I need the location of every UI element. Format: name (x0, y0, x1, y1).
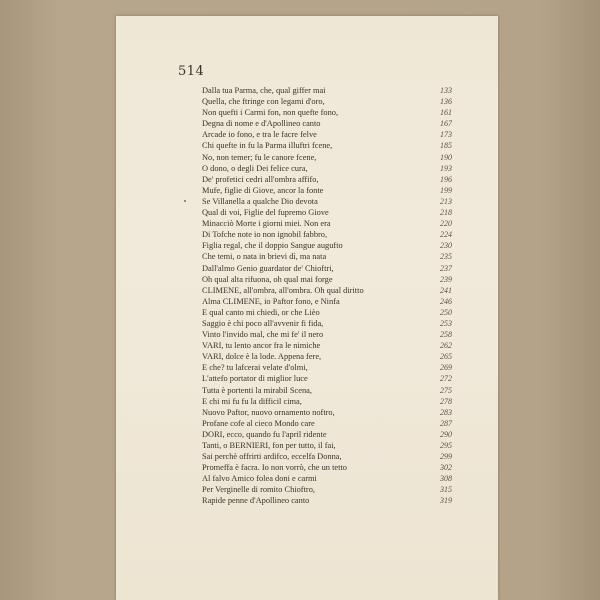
index-entry (202, 429, 452, 440)
entry-text: Tanti, o BERNIERI, fon per tutto, il fai, (202, 441, 336, 450)
entry-page-number: 193 (440, 163, 452, 173)
entry-text: Nuovo Paftor, nuovo ornamento noftro, (202, 407, 335, 417)
index-entry (202, 362, 452, 373)
entry-text: Profane cofe al cieco Mondo care (202, 418, 315, 428)
margin-mark (184, 200, 186, 202)
entry-page-number: 319 (440, 496, 452, 506)
entry-page-number: 196 (440, 174, 452, 184)
entry-text: VARI, dolce è la lode. Appena fere, (202, 352, 322, 362)
index-entry (202, 251, 452, 262)
entry-page-number: 230 (440, 241, 452, 251)
entry-text: Qual di voi, Figlie del fupremo Giove (202, 208, 329, 218)
index-entry (202, 140, 452, 151)
entry-text: No, non temer; fu le canore fcene, (202, 152, 317, 162)
entry-page-number: 235 (440, 252, 452, 262)
index-entry (202, 373, 452, 384)
index-entry (202, 418, 452, 429)
index-entry (202, 407, 452, 418)
entry-text: Sai perchè offrirti ardifco, eccelfa Donna, (202, 452, 342, 462)
index-entry (202, 340, 452, 351)
index-entry (202, 451, 452, 462)
entry-page-number: 302 (440, 463, 452, 473)
entry-page-number: 161 (440, 108, 452, 118)
entry-page-number: 258 (440, 330, 452, 340)
entry-text: VARI, tu lento ancor fra le nimiche (202, 341, 321, 351)
entry-text: Promeffa è facra. Io non vorrò, che un tetto (202, 463, 347, 473)
entry-text: Figlia regal, che il doppio Sangue augufto (202, 241, 343, 251)
index-entry (202, 440, 452, 451)
index-entry (202, 118, 452, 129)
entry-text: Rapide penne d'Apollineo canto (202, 496, 310, 506)
index-entry (202, 307, 452, 318)
entry-page-number: 299 (440, 452, 452, 462)
entry-page-number: 237 (440, 263, 452, 273)
entry-page-number: 290 (440, 429, 452, 439)
entry-page-number: 246 (440, 296, 452, 306)
page-number: 514 (178, 64, 205, 79)
entry-page-number: 199 (440, 185, 452, 195)
index-entry (202, 274, 452, 285)
index-entry (202, 473, 452, 484)
entry-page-number: 224 (440, 230, 452, 240)
entry-page-number: 275 (440, 385, 452, 395)
index-entry (202, 163, 452, 174)
index-entry (202, 329, 452, 340)
entry-page-number: 250 (440, 307, 452, 317)
entry-page-number: 185 (440, 141, 452, 151)
entry-page-number: 173 (440, 130, 452, 140)
index-entry (202, 318, 452, 329)
entry-text: Dalla tua Parma, che, qual giffer mai (202, 86, 326, 95)
entry-page-number: 241 (440, 285, 452, 295)
entry-text: Tutta è portenti la mirabil Scena, (202, 385, 312, 395)
index-entry (202, 240, 452, 251)
entry-page-number: 287 (440, 418, 452, 428)
entry-text: Saggio è chi poco all'avvenir fi fida, (202, 318, 324, 328)
entry-page-number: 308 (440, 474, 452, 484)
entry-page-number: 167 (440, 119, 452, 129)
first-lines-index (202, 85, 452, 507)
index-entry (202, 152, 452, 163)
entry-text: Dall'almo Genio guardator de' Chioftri, (202, 263, 334, 273)
index-entry (202, 96, 452, 107)
entry-page-number: 315 (440, 485, 452, 495)
entry-text: Mufe, figlie di Giove, ancor la fonte (202, 185, 324, 195)
entry-page-number: 278 (440, 396, 452, 406)
index-entry (202, 385, 452, 396)
entry-text: Vinto l'invido mal, che mi fe' il nero (202, 330, 324, 340)
entry-text: Chi quefte in fu la Parma illuftri fcene, (202, 141, 333, 151)
entry-page-number: 218 (440, 208, 452, 218)
entry-text: Arcade io fono, e tra le facre felve (202, 130, 317, 140)
entry-page-number: 283 (440, 407, 452, 417)
index-entry (202, 107, 452, 118)
entry-page-number: 265 (440, 352, 452, 362)
entry-text: Che temi, o nata in brievi dì, ma nata (202, 252, 327, 262)
entry-text: Al falvo Amico folea doni e carmi (202, 474, 317, 484)
entry-text: L'attefo portator di miglior luce (202, 374, 308, 384)
entry-text: Minacciò Morte i giorni miei. Non era (202, 219, 331, 229)
entry-page-number: 220 (440, 219, 452, 229)
entry-page-number: 253 (440, 318, 452, 328)
entry-text: Quella, che ftringe con legami d'oro, (202, 97, 325, 107)
entry-page-number: 190 (440, 152, 452, 162)
entry-text: Non quefti i Carmi fon, non quefte fono, (202, 108, 339, 118)
entry-text: Per Verginelle di romito Chioftro, (202, 485, 315, 495)
entry-text: E che? tu lafcerai velate d'olmi, (202, 363, 308, 373)
entry-page-number: 295 (440, 441, 452, 450)
entry-text: De' profetici cedri all'ombra affifo, (202, 174, 319, 184)
entry-text: Alma CLIMENE, io Paftor fono, e Ninfa (202, 296, 340, 306)
entry-page-number: 239 (440, 274, 452, 284)
entry-text: Se Villanella a qualche Dio devota (202, 196, 318, 206)
index-entry (202, 174, 452, 185)
index-entry (202, 218, 452, 229)
index-entry (202, 495, 452, 506)
page-sheet (116, 16, 498, 600)
entry-page-number: 269 (440, 363, 452, 373)
entry-text: DORI, ecco, quando fu l'april ridente (202, 429, 327, 439)
entry-page-number: 213 (440, 196, 452, 206)
index-entry (202, 351, 452, 362)
index-entry (202, 229, 452, 240)
index-entry (202, 207, 452, 218)
entry-text: E chi mi fu fu la difficil cima, (202, 396, 302, 406)
entry-text: Degna di nome e d'Apollineo canto (202, 119, 321, 129)
index-entry (202, 396, 452, 407)
entry-text: E qual canto mi chiedi, or che Lièo (202, 307, 320, 317)
entry-page-number: 133 (440, 86, 452, 95)
entry-page-number: 262 (440, 341, 452, 351)
index-entry (202, 285, 452, 296)
index-entry (202, 484, 452, 495)
index-entry (202, 85, 452, 96)
index-entry (202, 263, 452, 274)
entry-text: CLIMENE, all'ombra, all'ombra. Oh qual diritto (202, 285, 364, 295)
index-entry (202, 185, 452, 196)
index-entry (202, 296, 452, 307)
entry-page-number: 272 (440, 374, 452, 384)
index-entry (202, 129, 452, 140)
entry-text: O dono, o degli Dei felice cura, (202, 163, 308, 173)
entry-page-number: 136 (440, 97, 452, 107)
entry-text: Oh qual alta rifuona, oh qual mai forge (202, 274, 333, 284)
index-entry (202, 196, 452, 207)
index-entry (202, 462, 452, 473)
entry-text: Di Tofche note io non ignobil fabbro, (202, 230, 328, 240)
